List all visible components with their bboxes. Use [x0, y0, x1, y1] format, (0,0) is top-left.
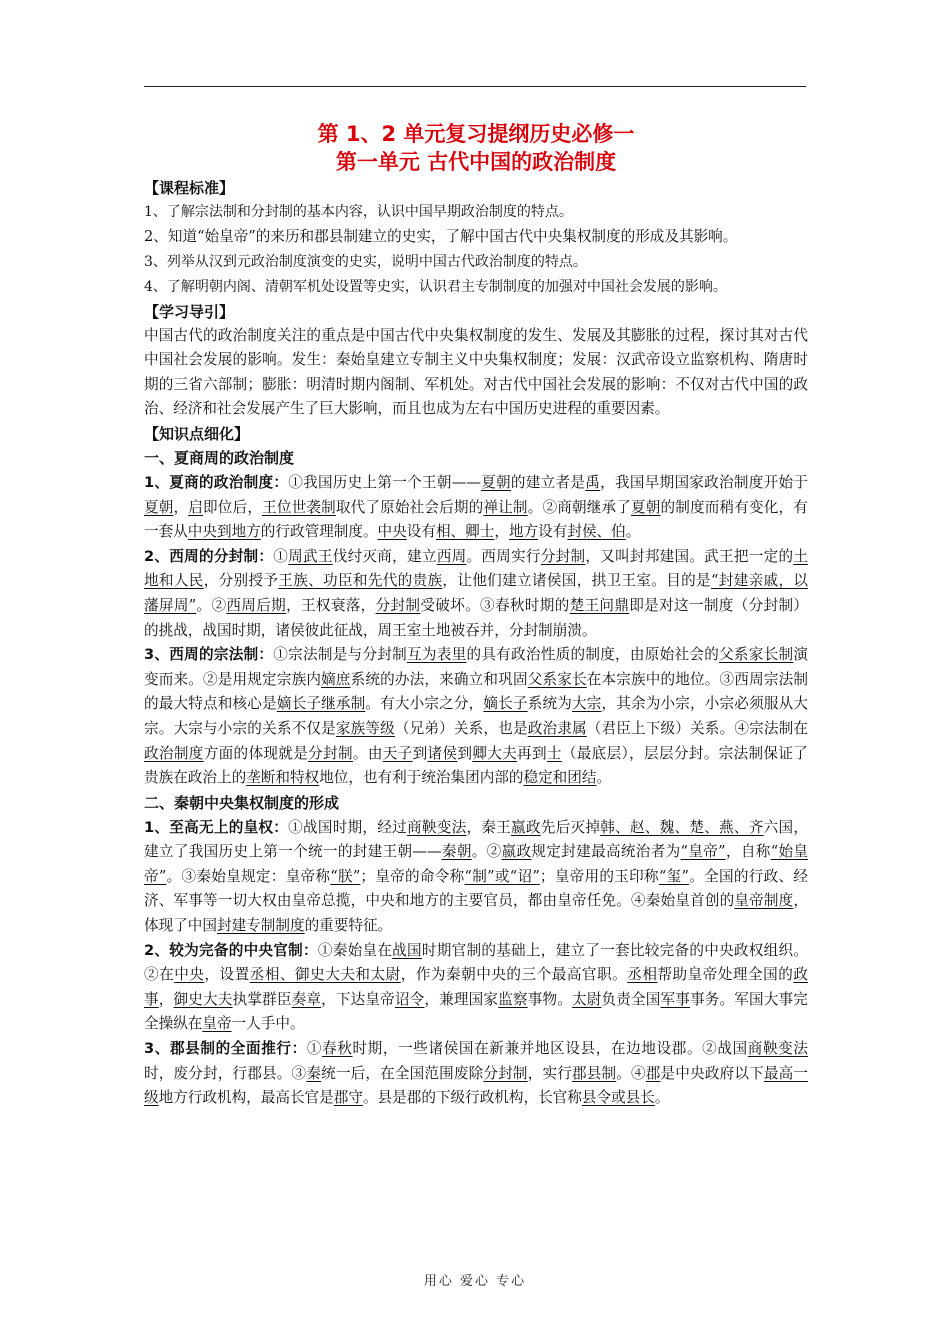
text-run: 地位，也有利于统治集团内部的 [319, 769, 524, 787]
key-term: 秦 [306, 1064, 322, 1082]
doc-title: 第 1、2 单元复习提纲历史必修一 [317, 122, 635, 146]
heading-study-guide: 【学习导引】 [144, 302, 235, 321]
para-western-zhou-fief [144, 545, 808, 643]
key-term: “朕” [330, 867, 361, 885]
text-run: 一人手中。 [231, 1015, 305, 1033]
standard-item-4: 4、了解明朝内阁、清朝军机处设置等史实，认识君主专制制度的加强对中国社会发展的影响。 [144, 278, 727, 295]
text-run: ，其余为小宗，小宗必须服从大宗。大宗与小宗的关系不仅是 [144, 695, 808, 737]
key-term: “制”或“诏” [464, 867, 540, 885]
text-run: （君臣上下级）关系。④宗法制在 [586, 719, 808, 737]
key-term: 政治制度 [144, 744, 204, 762]
text-run: 。 [596, 769, 612, 787]
key-term: 夏朝 [480, 473, 511, 491]
key-term: 王位世袭制 [262, 498, 336, 516]
text-run: ，又叫封邦建国。武王把一定的 [585, 547, 794, 565]
text-run: ，兼理国家 [424, 990, 499, 1008]
text-run: 。有大小宗之分， [365, 695, 484, 713]
paragraph-lead: 3、西周的宗法制： [144, 646, 274, 664]
text-run: 。④ [616, 1064, 646, 1082]
text-run: 取代了原始社会后期的 [335, 498, 484, 516]
key-term: 军事 [660, 990, 691, 1008]
para-central-officials [144, 939, 808, 1037]
key-term: 韩、赵、魏、楚、燕、齐 [600, 818, 764, 836]
text-run: 地方行政机构，最高长官是 [158, 1089, 334, 1107]
key-term: 相、卿士 [435, 523, 495, 541]
key-term: 分封制 [540, 547, 586, 565]
key-term: 政事 [144, 966, 808, 1008]
text-run: 六国，建立了我国历史上第一个统一的封建王朝—— [144, 818, 808, 861]
text-run: 演变而来。②是用规定宗族内 [144, 646, 808, 688]
key-term: 县令或县长 [581, 1089, 655, 1107]
text-run: ，体现了中国 [144, 892, 808, 935]
key-term: 太尉 [571, 990, 602, 1008]
text-run: 在本宗族中的地位。③西周宗法制的最大特点和核心是 [144, 670, 808, 713]
text-run: ① [273, 547, 289, 565]
text-run: 即是对这一制度（分封制）的挑战，战国时期，诸侯彼此征战，周王室土地被吞并，分封制崩溃。 [144, 596, 808, 639]
key-term: 西周 [436, 547, 467, 565]
text-run: 帮助皇帝处理全国的 [657, 966, 794, 984]
header-rule [144, 86, 806, 87]
key-term: 丞相 [627, 966, 658, 984]
key-term: 封建专制制度 [216, 917, 305, 935]
text-run: ，分别授予 [203, 572, 279, 590]
text-run: 时，废分封，行郡县。③ [144, 1064, 307, 1082]
key-term: 皇帝制度 [734, 892, 794, 910]
text-run: 受破坏。③春秋时期的 [420, 596, 570, 614]
key-term: 皇帝 [202, 1015, 232, 1033]
key-term: 西周后期 [226, 596, 287, 614]
key-term: 周武王 [288, 547, 333, 565]
key-term: “皇帝” [680, 843, 726, 861]
text-run: ，王权衰落， [286, 596, 376, 614]
text-run: ；皇帝用的玉印称 [539, 867, 659, 885]
paragraph-lead: 1、夏商的政治制度： [144, 473, 289, 491]
key-term: 封侯、伯 [567, 523, 626, 541]
text-run: ，实行 [527, 1064, 572, 1082]
key-term: 土地和人民 [144, 547, 808, 590]
text-run: 。 [654, 1089, 670, 1107]
text-run: 是中央政府以下 [660, 1064, 764, 1082]
key-term: 嫡庶 [321, 670, 351, 688]
study-guide-text: 中国古代的政治制度关注的重点是中国古代中央集权制度的发生、发展及其膨胀的过程，探讨其对古代中国社会发展的影响。发生：秦始皇建立专制主义中央集权制度；发展：汉武帝设立监察机构、隋唐时期的三省六部制；膨胀：明清时期内阁制、军机处。对古代中国社会发展的影响：不仅对古代中国的政治、经济和社会发展产生了巨大影响，而且也成为左右中国历史进程的重要因素。 [144, 326, 808, 418]
text-run: 的建立者是 [510, 473, 586, 491]
key-term: “封建亲戚，以藩屏周” [144, 572, 808, 614]
text-run: ①秦始皇在 [317, 941, 393, 959]
paragraph-lead: 1、至高无上的皇权： [144, 818, 289, 836]
text-run: 的行政管理制度。 [260, 523, 378, 541]
doc-subtitle: 第一单元 古代中国的政治制度 [335, 150, 617, 174]
key-term: 郡 [645, 1064, 661, 1082]
text-run: 事务。军国大事完全操纵在 [144, 990, 808, 1033]
key-term: 垄断和特权 [246, 769, 320, 787]
key-term: 嬴政 [511, 818, 541, 836]
text-run: 。 [625, 523, 641, 541]
text-run: 。县是郡的下级行政机构，长官称 [362, 1089, 582, 1107]
page-footer: 用心 爱心 专心 [423, 1274, 527, 1289]
para-xia-shang [144, 471, 808, 545]
text-run: 时期官制的基础上，建立了一套比较完备的中央政权组织。②在 [144, 941, 808, 984]
text-run: ，作为秦朝中央的三个最高官职。 [400, 966, 628, 984]
heading-course-standard: 【课程标准】 [144, 179, 235, 197]
para-imperial-power [144, 816, 808, 939]
text-run: ， [494, 523, 509, 541]
text-run: 方面的体现就是 [203, 744, 309, 762]
text-run: ，秦王 [466, 818, 512, 836]
text-run: ①我国历史上第一个王朝—— [288, 473, 481, 491]
text-run: 。西周实行 [466, 547, 541, 565]
key-term: 商鞅变法 [747, 1040, 808, 1058]
key-term: 禅让制 [483, 498, 528, 516]
key-term: 分封制 [483, 1064, 528, 1082]
key-term: 监察 [498, 990, 528, 1008]
text-run: 先后灭掉 [540, 818, 601, 836]
key-term: 政治隶属 [527, 719, 587, 737]
text-run: 到 [457, 744, 473, 762]
key-term: 分封制 [308, 744, 353, 762]
text-run: 的具有政治性质的制度，由原始社会的 [466, 646, 720, 664]
key-term: 丞相、御史大夫和太尉 [249, 966, 401, 984]
document-body [144, 120, 808, 1111]
paragraph-lead: 2、较为完备的中央官制： [144, 941, 318, 959]
key-term: 最高一级 [144, 1064, 808, 1107]
key-term: 中央 [377, 523, 407, 541]
text-run: ，设置 [204, 966, 250, 984]
para-commandery-county [144, 1037, 808, 1111]
text-run: ，自称 [725, 843, 771, 861]
key-term: 诏令 [394, 990, 425, 1008]
key-term: 父系家长制 [719, 646, 794, 664]
key-term: 稳定和团结 [523, 769, 597, 787]
key-term: “玺” [658, 867, 689, 885]
standard-item-2: 2、知道“始皇帝”的来历和郡县制建立的史实，了解中国古代中央集权制度的形成及其影响。 [144, 228, 738, 245]
key-term: 御史大夫 [173, 990, 233, 1008]
text-run: ①宗法制是与分封制 [273, 646, 408, 664]
key-term: 中央 [174, 966, 205, 984]
text-run: 设有 [406, 523, 436, 541]
key-term: 禹 [585, 473, 601, 491]
text-run: （兄弟）关系，也是 [394, 719, 528, 737]
key-term: 春秋 [322, 1040, 353, 1058]
standard-item-3: 3、列举从汉到元政治制度演变的史实，说明中国古代政治制度的特点。 [144, 253, 587, 270]
key-term: 秦朝 [441, 843, 472, 861]
text-run: ，我国早期国家政治制度开始于 [600, 473, 808, 491]
key-term: 郡县制 [571, 1064, 617, 1082]
key-term: 中央到地方 [187, 523, 261, 541]
text-run: 。②商朝继承了 [527, 498, 631, 516]
text-run: 。② [471, 843, 502, 861]
text-run: 即位后， [203, 498, 263, 516]
text-run: ①战国时期，经过 [288, 818, 408, 836]
heading-knowledge-detail: 【知识点细化】 [144, 424, 250, 443]
text-run: ，下达皇帝 [321, 990, 395, 1008]
key-term: 互为表里 [407, 646, 467, 664]
key-term: 启 [188, 498, 204, 516]
key-term: “始皇帝” [144, 843, 808, 885]
text-run: 事物。 [527, 990, 572, 1008]
text-run: 伐纣灭商，建立 [332, 547, 437, 565]
text-run: （最底层），层层分封。宗法制保证了贵族在政治上的 [144, 744, 808, 787]
key-term: 商鞅变法 [407, 818, 467, 836]
standard-item-1: 1、了解宗法制和分封制的基本内容，认识中国早期政治制度的特点。 [144, 204, 573, 220]
text-run: 。③秦始皇规定：皇帝称 [166, 867, 331, 885]
key-term: 分封制 [375, 596, 421, 614]
paragraph-lead: 3、郡县制的全面推行： [144, 1040, 307, 1058]
key-term: 夏朝 [144, 498, 174, 516]
key-term: 地方 [508, 523, 539, 541]
text-run: ， [173, 498, 189, 516]
key-term: 夏朝 [631, 498, 661, 516]
text-run: 。② [196, 596, 227, 614]
key-term: 嫡长子 [483, 695, 528, 713]
key-term: 家族等级 [335, 719, 395, 737]
key-term: 嬴政 [501, 843, 532, 861]
text-run: 负责全国 [601, 990, 661, 1008]
key-term: 士 [546, 744, 562, 762]
key-term: 奏章 [291, 990, 322, 1008]
text-run: 系统为 [527, 695, 572, 713]
text-run: ；皇帝的命令称 [360, 867, 465, 885]
paragraph-lead: 2、西周的分封制： [144, 547, 274, 565]
key-term: 大宗 [571, 695, 602, 713]
text-run: 再到 [517, 744, 547, 762]
key-term: 天子 [382, 744, 413, 762]
text-run: 。全国的行政、经济、军事等一切大权由皇帝总揽，中央和地方的主要官员，都由皇帝任免。④秦始皇首创的 [144, 867, 808, 910]
text-run: 规定封建最高统治者为 [531, 843, 681, 861]
text-run: 。由 [352, 744, 383, 762]
key-term: 卿大夫 [472, 744, 518, 762]
text-run: 执掌群臣 [232, 990, 292, 1008]
text-run: 时期，一些诸侯国在新兼并地区设县，在边地设郡。②战国 [352, 1040, 748, 1058]
text-run: 系统的办法，来确立和巩固 [350, 670, 528, 688]
key-term: 王族、功臣和先代的贵族 [278, 572, 443, 590]
key-term: 诸侯 [427, 744, 458, 762]
key-term: 郡守 [333, 1089, 363, 1107]
key-term: 父系家长 [527, 670, 587, 688]
section-xia-shang-zhou: 一、夏商周的政治制度 [144, 448, 295, 467]
key-term: 战国 [392, 941, 422, 959]
key-term: 楚王问鼎 [569, 596, 630, 614]
text-run: 的重要特征。 [304, 917, 393, 935]
text-run: 的制度而稍有变化，有一套从 [144, 498, 808, 541]
text-run: ，让他们建立诸侯国，拱卫王室。目的是 [442, 572, 711, 590]
section-qin-centralization: 二、秦朝中央集权制度的形成 [144, 793, 340, 812]
text-run: 统一后，在全国范围废除 [321, 1064, 484, 1082]
key-term: 嫡长子继承制 [276, 695, 366, 713]
text-run: 设有 [538, 523, 568, 541]
para-western-zhou-clan [144, 643, 808, 791]
text-run: ， [158, 990, 174, 1008]
text-run: ① [306, 1040, 323, 1058]
text-run: 到 [412, 744, 428, 762]
